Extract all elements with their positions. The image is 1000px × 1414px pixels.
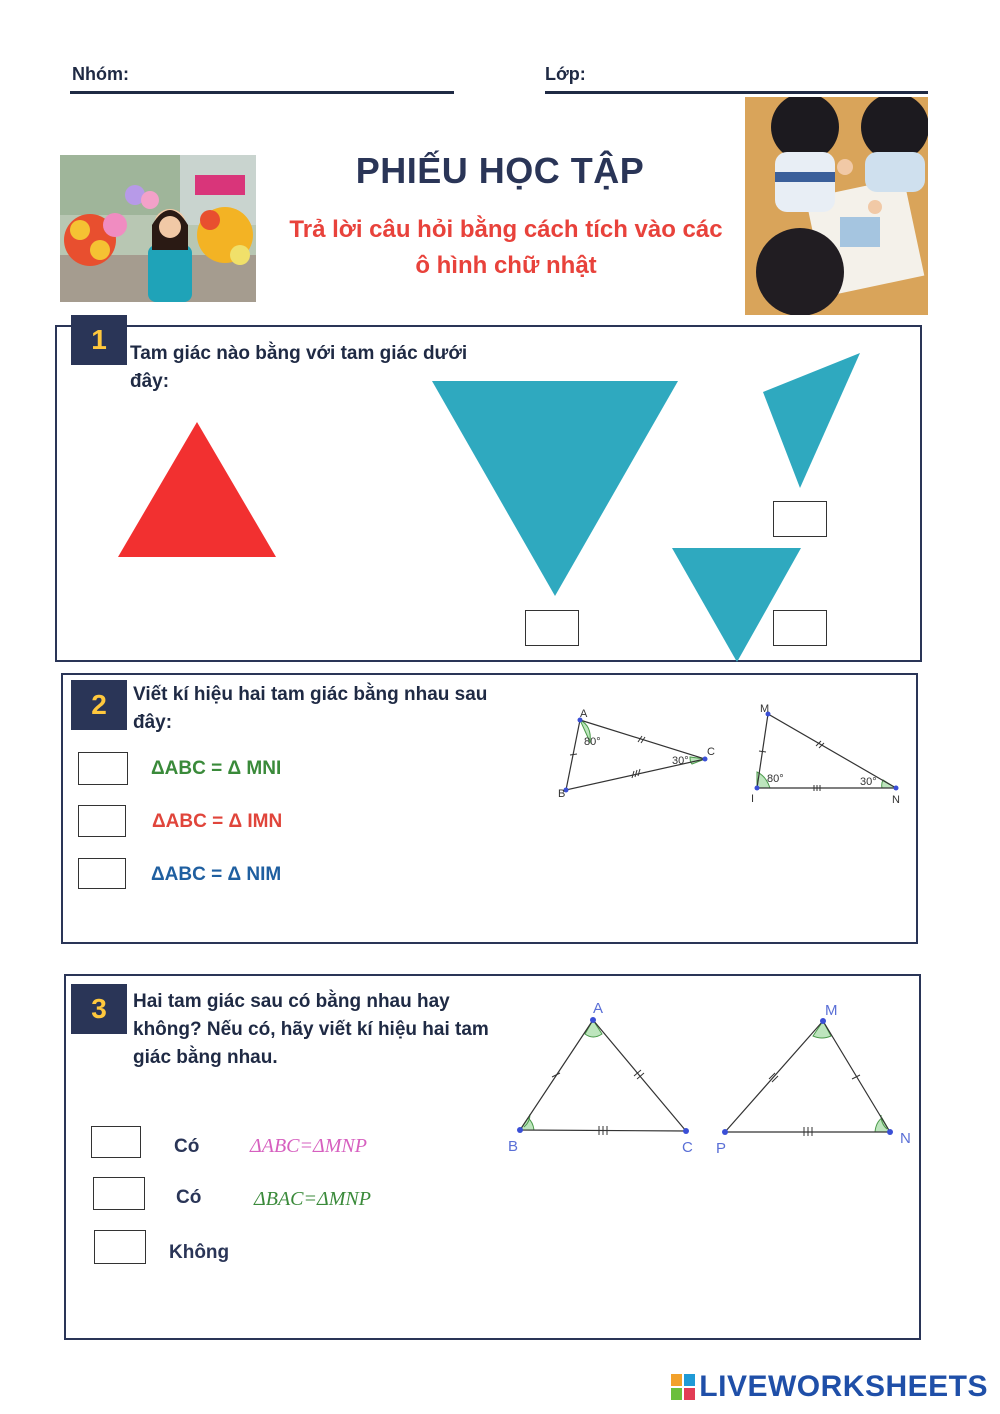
q3-checkbox-option-3[interactable]: [94, 1230, 146, 1264]
q2-label-a: A: [580, 708, 588, 720]
q3-label-a: A: [593, 1000, 604, 1017]
question-3-text-line-1: Hai tam giác sau có bằng nhau hay: [133, 991, 450, 1012]
q2-option-3: ΔABC = Δ NIM: [151, 864, 282, 885]
q3-option-1-expr: ΔABC=ΔMNP: [250, 1135, 367, 1157]
subtitle-line-2: ô hình chữ nhật: [415, 252, 597, 279]
q2-label-n: N: [892, 794, 900, 806]
question-2-number: 2: [71, 680, 127, 730]
liveworksheets-icon: [671, 1374, 695, 1400]
liveworksheets-brand: LIVEWORKSHEETS: [699, 1370, 988, 1403]
q3-label-b: B: [508, 1138, 519, 1155]
q3-triangle-abc: [517, 1017, 689, 1135]
question-1-number: 1: [71, 315, 127, 365]
q2-angle-n: 30°: [860, 776, 877, 788]
q3-label-c: C: [682, 1139, 693, 1156]
q3-label-n: N: [900, 1130, 911, 1147]
q2-label-i: I: [751, 793, 755, 805]
q2-angle-a: 80°: [584, 736, 601, 748]
q3-label-m: M: [825, 1002, 838, 1019]
question-3-text-line-3: giác bằng nhau.: [133, 1047, 278, 1068]
question-1-text-line-2: đây:: [130, 371, 170, 392]
q3-option-2-expr: ΔBAC=ΔMNP: [254, 1188, 371, 1210]
q2-angle-c: 30°: [672, 755, 689, 767]
q2-option-2: ΔABC = Δ IMN: [152, 811, 283, 832]
question-3-text-line-2: không? Nếu có, hãy viết kí hiệu hai tam: [133, 1019, 489, 1040]
q3-option-3-label: Không: [169, 1242, 230, 1263]
q2-option-1: ΔABC = Δ MNI: [151, 758, 282, 779]
q2-label-c: C: [707, 746, 715, 758]
page-title: PHIẾU HỌC TẬP: [355, 150, 645, 191]
question-2-text-line-1: Viết kí hiệu hai tam giác bằng nhau sau: [133, 684, 488, 705]
q2-label-b: B: [558, 788, 566, 800]
liveworksheets-logo: [671, 1370, 988, 1404]
class-label: Lớp:: [545, 64, 586, 84]
q3-label-p: P: [716, 1140, 727, 1157]
q2-angle-i: 80°: [767, 773, 784, 785]
q3-option-1-label: Có: [174, 1136, 200, 1157]
q2-label-m: M: [760, 703, 770, 715]
q3-triangle-mnp: [722, 1018, 893, 1136]
question-2-text-line-2: đây:: [133, 712, 173, 733]
q3-option-2-label: Có: [176, 1187, 202, 1208]
subtitle-line-1: Trả lời câu hỏi bằng cách tích vào các: [289, 216, 723, 243]
question-3-number: 3: [71, 984, 127, 1034]
question-1-text-line-1: Tam giác nào bằng với tam giác dưới: [130, 343, 468, 364]
group-label: Nhóm:: [72, 64, 129, 84]
